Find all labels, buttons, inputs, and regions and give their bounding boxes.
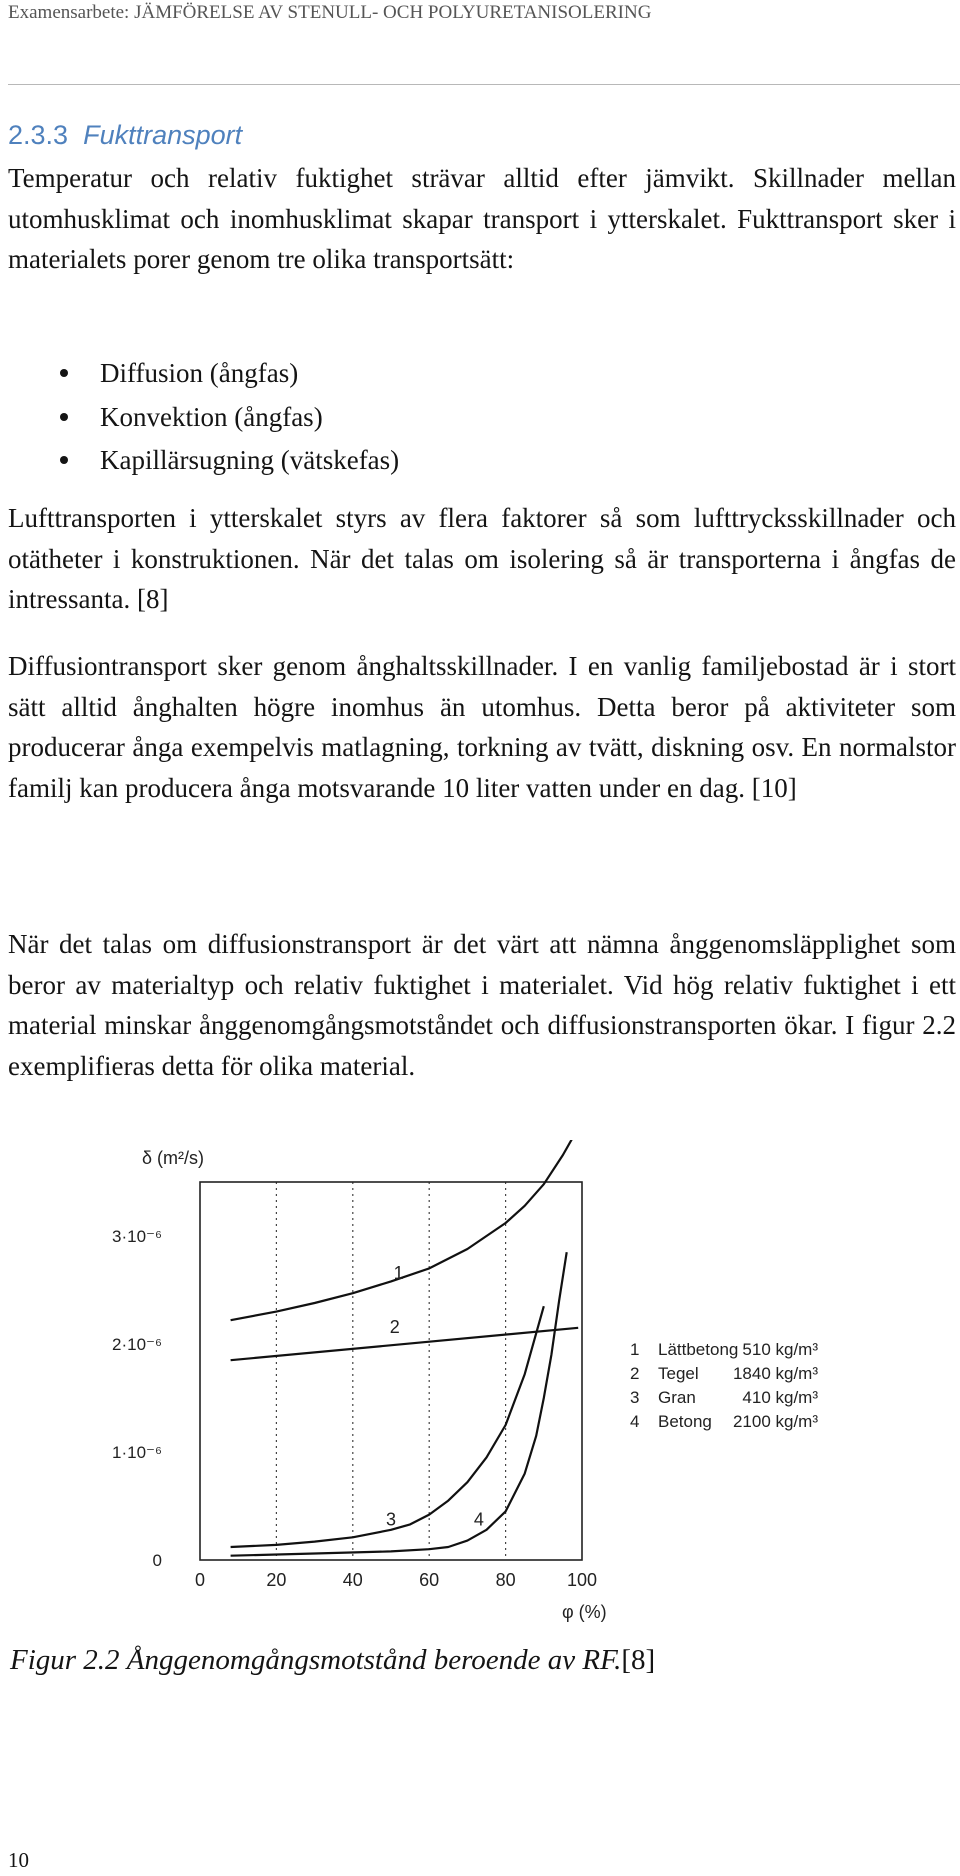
bullet-icon xyxy=(60,369,68,377)
curve-label: 4 xyxy=(473,1509,484,1530)
y-tick-label: 2·10⁻⁶ xyxy=(112,1335,162,1354)
list-item xyxy=(8,352,399,396)
list-item-label: Konvektion (ångfas) xyxy=(100,401,323,432)
paragraph-permeability xyxy=(8,924,956,1086)
paragraph-diffusion xyxy=(8,646,956,808)
list-item-label: Diffusion (ångfas) xyxy=(100,358,299,388)
curve-label: 2 xyxy=(389,1317,400,1338)
legend-number: 4 xyxy=(630,1412,640,1431)
y-tick-label: 1·10⁻⁶ xyxy=(112,1443,162,1462)
legend-number: 3 xyxy=(630,1388,640,1407)
legend-entry: Betong xyxy=(658,1412,712,1431)
series-line-4 xyxy=(231,1252,567,1556)
paragraph-text: Temperatur och relativ fuktighet strävar alltid efter jämvikt. Skillnader mellan utomhusklimat och inomhusklimat skapar transport i ytterskalet. Fukttransport sker i materialets porer genom tre olika transportsätt: xyxy=(8,163,956,274)
section-title: Fukttransport xyxy=(83,120,243,150)
legend-density: 2100 kg/m³ xyxy=(732,1412,818,1431)
series-line-2 xyxy=(231,1328,579,1360)
x-tick-label: 80 xyxy=(495,1570,516,1590)
section-heading xyxy=(8,120,242,151)
y-tick-label: 0 xyxy=(152,1551,162,1570)
x-tick-label: 40 xyxy=(342,1570,363,1590)
chart-svg xyxy=(112,1140,870,1622)
legend-density: 410 kg/m³ xyxy=(742,1388,818,1407)
list-item xyxy=(8,396,399,440)
y-tick-label: 3·10⁻⁶ xyxy=(112,1227,162,1246)
curve-label: 3 xyxy=(385,1509,397,1530)
caption-reference: [8] xyxy=(621,1644,656,1676)
list-item xyxy=(8,439,399,483)
legend-density: 510 kg/m³ xyxy=(742,1340,818,1359)
bullet-icon xyxy=(60,456,68,464)
curve-label: 1 xyxy=(393,1263,404,1284)
paragraph-air-transport xyxy=(8,498,956,620)
paragraph-text: När det talas om diffusionstransport är det värt att nämna ånggenomsläpplighet som beror av materialtyp och relativ fuktighet i materialet. Vid hög relativ fuktighet i ett material minskar ånggenomgångsmotståndet och diffusionstransporten ökar. I figur 2.2 exemplifieras detta för olika material. xyxy=(8,929,956,1081)
paragraph-text: Lufttransporten i ytterskalet styrs av flera faktorer så som lufttrycksskillnader och otätheter i konstruktionen. När det talas om isolering så är transporterna i ångfas de intressanta. [8] xyxy=(8,503,956,614)
x-axis-label: φ (%) xyxy=(562,1602,607,1622)
section-number: 2.3.3 xyxy=(8,120,69,150)
legend-entry: Lättbetong xyxy=(658,1340,739,1359)
legend-entry: Gran xyxy=(658,1388,696,1407)
legend-number: 1 xyxy=(630,1340,640,1359)
paragraph-intro xyxy=(8,158,956,280)
caption-label: Figur 2.2 Ånggenomgångsmotstånd beroende av RF. xyxy=(10,1644,622,1676)
x-tick-label: 20 xyxy=(266,1570,287,1590)
figure-caption xyxy=(10,1644,655,1677)
header-divider xyxy=(8,84,960,85)
list-item-label: Kapillärsugning (vätskefas) xyxy=(100,445,400,475)
legend-number: 2 xyxy=(630,1364,640,1383)
x-tick-label: 60 xyxy=(419,1570,440,1590)
paragraph-text: Diffusiontransport sker genom ånghaltsskillnader. I en vanlig familjebostad är i stort sätt alltid ånghalten högre inomhus än utomhus. Detta beror på aktiviteter som producerar ånga exempelvis matlagning, torkning av tvätt, diskning osv. En normalstor familj kan producera ånga motsvarande 10 liter vatten under en dag. [10] xyxy=(8,651,956,803)
page-number: 10 xyxy=(8,1848,29,1872)
figure-vapour-permeability-chart xyxy=(112,1140,870,1622)
legend-entry: Tegel xyxy=(658,1364,699,1383)
page-header: Examensarbete: JÄMFÖRELSE AV STENULL- OCH POLYURETANISOLERING xyxy=(8,2,652,23)
y-axis-label: δ (m²/s) xyxy=(142,1148,204,1168)
x-tick-label: 0 xyxy=(194,1570,206,1590)
transport-mode-list xyxy=(8,352,399,483)
legend-density: 1840 kg/m³ xyxy=(732,1364,818,1383)
x-tick-label: 100 xyxy=(566,1570,598,1590)
series-line-1 xyxy=(231,1128,579,1320)
bullet-icon xyxy=(60,413,68,421)
